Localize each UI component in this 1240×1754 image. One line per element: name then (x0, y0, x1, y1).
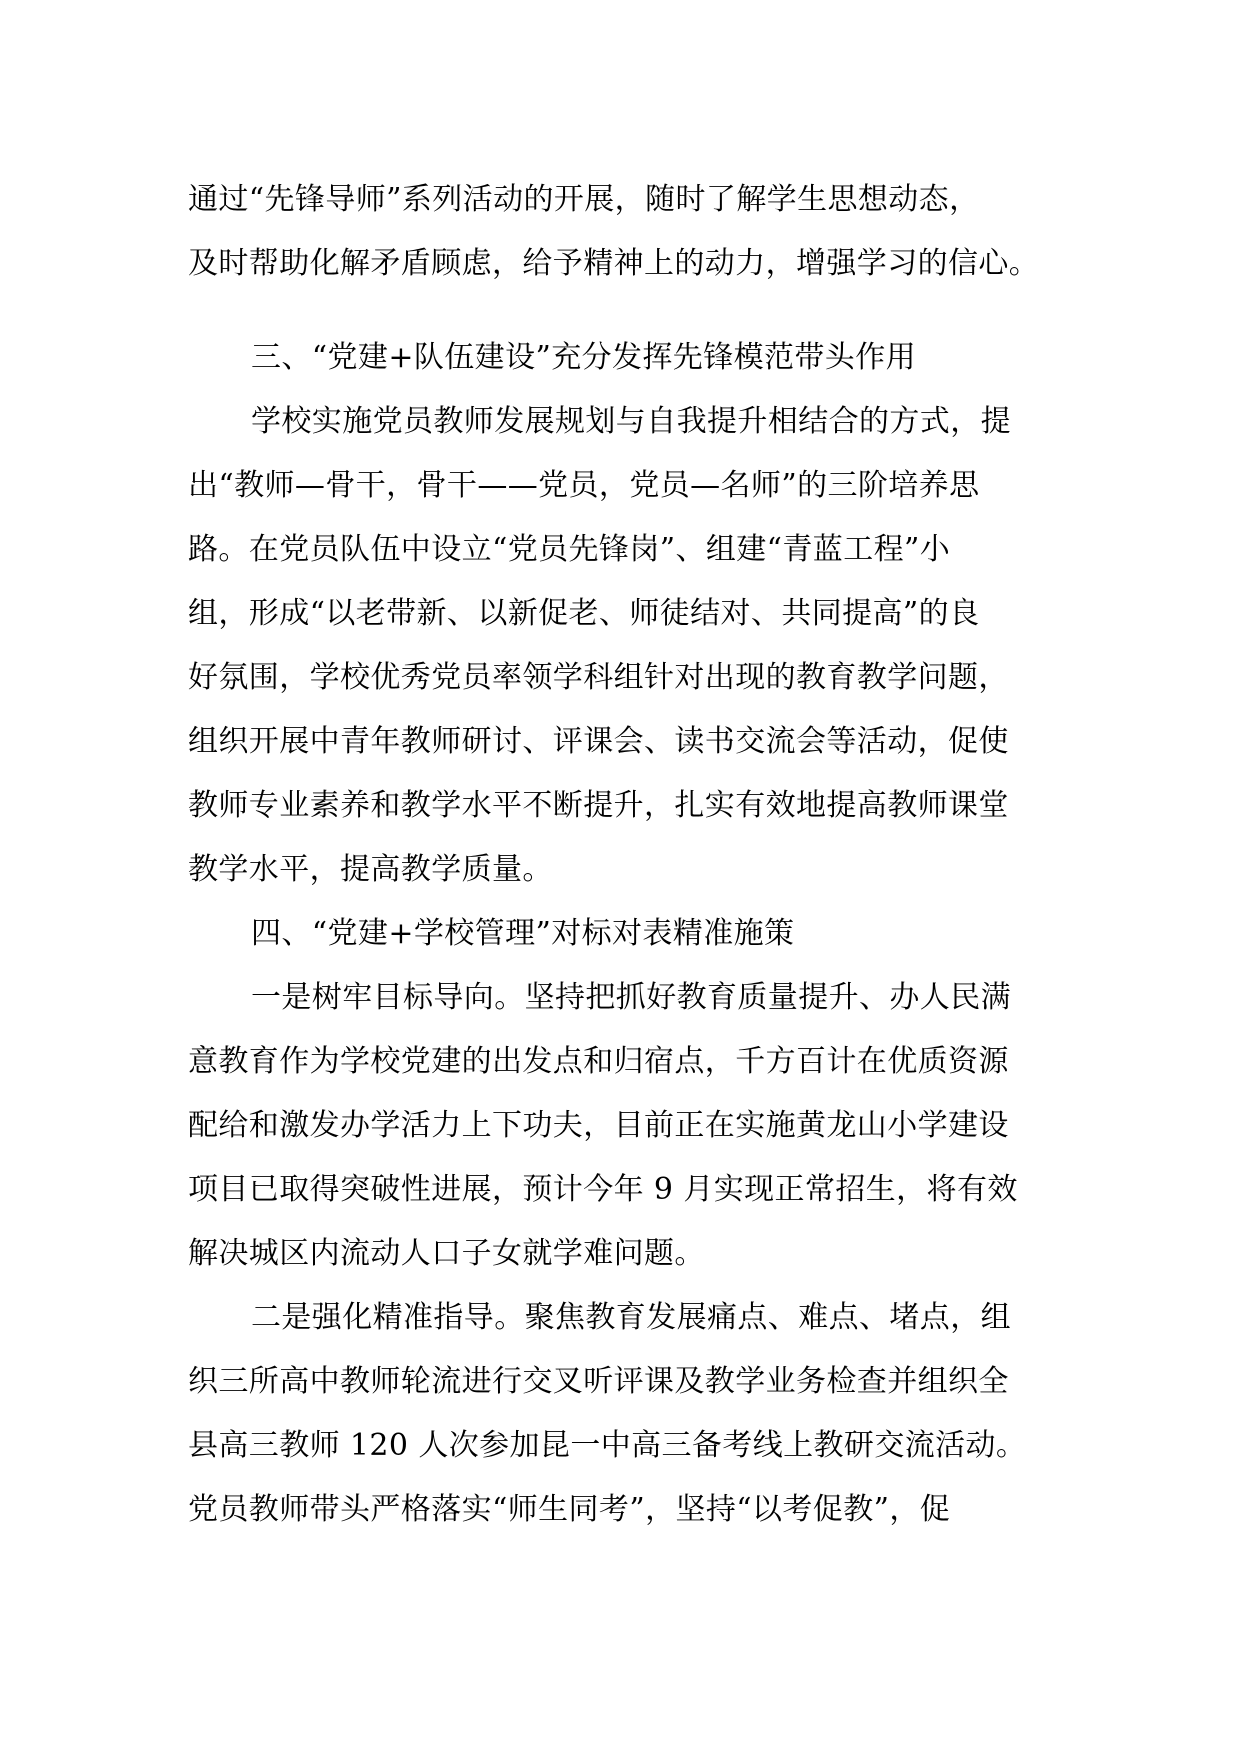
text-line: 教学水平，提高教学质量。 (188, 852, 553, 887)
text-line: 项目已取得突破性进展，预计今年 9 月实现正常招生，将有效 (188, 1172, 1018, 1207)
paragraph-continuation (188, 168, 1068, 296)
text-line: 一是树牢目标导向。坚持把抓好教育质量提升、办人民满 (251, 980, 1011, 1015)
paragraph-goal-orientation (188, 966, 1068, 1286)
text-line: 县高三教师 120 人次参加昆一中高三备考线上教研交流活动。 (188, 1428, 1027, 1463)
heading-line: 三、“党建+队伍建设”充分发挥先锋模范带头作用 (251, 340, 917, 375)
document-body (188, 168, 1068, 1542)
paragraph-gap (188, 296, 1068, 326)
text-line: 教师专业素养和教学水平不断提升，扎实有效地提高教师课堂 (188, 788, 1009, 823)
section-heading-four (188, 902, 1068, 966)
paragraph-precise-guidance (188, 1286, 1068, 1542)
text-line: 组，形成“以老带新、以新促老、师徒结对、共同提高”的良 (188, 596, 980, 631)
text-line: 意教育作为学校党建的出发点和归宿点，千方百计在优质资源 (188, 1044, 1009, 1079)
text-line: 二是强化精准指导。聚焦教育发展痛点、难点、堵点，组 (251, 1300, 1011, 1335)
paragraph-team-building (188, 390, 1068, 902)
text-line: 及时帮助化解矛盾顾虑，给予精神上的动力，增强学习的信心。 (188, 246, 1040, 281)
text-line: 通过“先锋导师”系列活动的开展，随时了解学生思想动态， (188, 182, 980, 217)
text-line: 路。在党员队伍中设立“党员先锋岗”、组建“青蓝工程”小 (188, 532, 951, 567)
text-line: 学校实施党员教师发展规划与自我提升相结合的方式，提 (251, 404, 1011, 439)
heading-line: 四、“党建+学校管理”对标对表精准施策 (251, 916, 795, 951)
section-heading-three (188, 326, 1068, 390)
text-line: 织三所高中教师轮流进行交叉听评课及教学业务检查并组织全 (188, 1364, 1009, 1399)
text-line: 解决城区内流动人口子女就学难问题。 (188, 1236, 705, 1271)
text-line: 好氛围，学校优秀党员率领学科组针对出现的教育教学问题， (188, 660, 1009, 695)
text-line: 出“教师—骨干，骨干——党员，党员—名师”的三阶培养思 (188, 468, 980, 503)
text-line: 组织开展中青年教师研讨、评课会、读书交流会等活动，促使 (188, 724, 1009, 759)
text-line: 党员教师带头严格落实“师生同考”，坚持“以考促教”，促 (188, 1492, 951, 1527)
text-line: 配给和激发办学活力上下功夫，目前正在实施黄龙山小学建设 (188, 1108, 1009, 1143)
